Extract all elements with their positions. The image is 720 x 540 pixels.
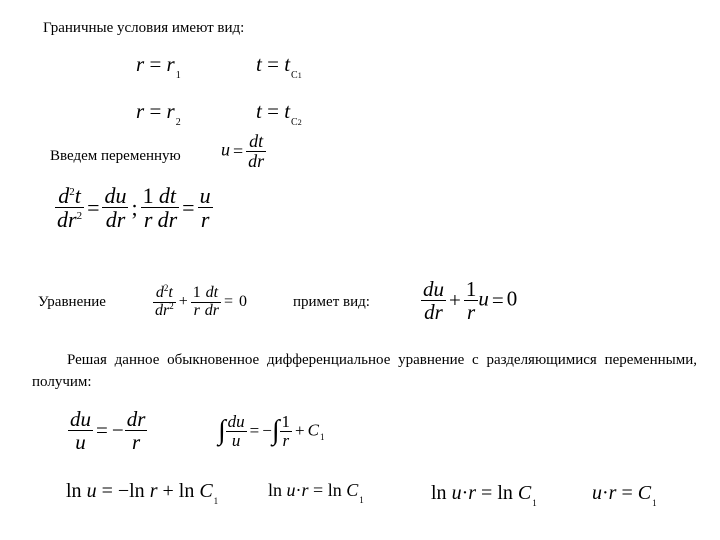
- eq-original-ode: $\frac{d^2t}{dr^2}$ + $\frac{1}{r}$ $\frac{dt}{dr}$ = 0: [155, 283, 248, 319]
- eq-integral: ∫ $\frac{du}{u}$ = −∫ $\frac{1}{r}$ + $C_1$: [218, 412, 325, 450]
- eq-separated-variables: $\frac{du}{u}$ = − $\frac{dr}{r}$: [70, 407, 146, 455]
- eq-t-equals-tc1: $t = t_{C1}$: [256, 52, 302, 81]
- boundary-heading: Граничные условия имеют вид:: [43, 20, 245, 36]
- eq-t-equals-tc2: $t = t_{C2}$: [256, 99, 302, 128]
- equation-label: Уравнение: [38, 294, 106, 310]
- eq-log-product-repeat: $\ln u\cdot r = \ln C_1$: [431, 482, 537, 508]
- eq-log-form: ln u = −ln $r + \ln C_1$: [66, 480, 219, 506]
- takes-form-label: примет вид:: [293, 294, 370, 310]
- eq-r-equals-r1: $r = r_1$: [136, 52, 181, 81]
- eq-log-product: $\ln u\cdot r = \ln C_1$: [268, 480, 364, 505]
- eq-u-definition: u = $\frac{dt}{dr}$: [221, 131, 265, 171]
- eq-final-result: $u\cdot r = C_1$: [592, 482, 657, 508]
- eq-r-equals-r2: $r = r_2$: [136, 99, 181, 128]
- eq-substitution: $\frac{d^2t}{dr^2}$ = $\frac{du}{dr}$ ; $\frac{1}{r}$ $\frac{dt}{dr}$ = $\frac{u}{r}$: [57, 183, 211, 233]
- eq-reduced-ode: $\frac{du}{dr}$ + $\frac{1}{r}$ u = 0: [423, 277, 518, 325]
- solution-paragraph: Решая данное обыкновенное дифференциальное уравнение с разделяющимися переменными, получим:: [32, 352, 697, 390]
- intro-variable-text: Введем переменную: [50, 148, 181, 164]
